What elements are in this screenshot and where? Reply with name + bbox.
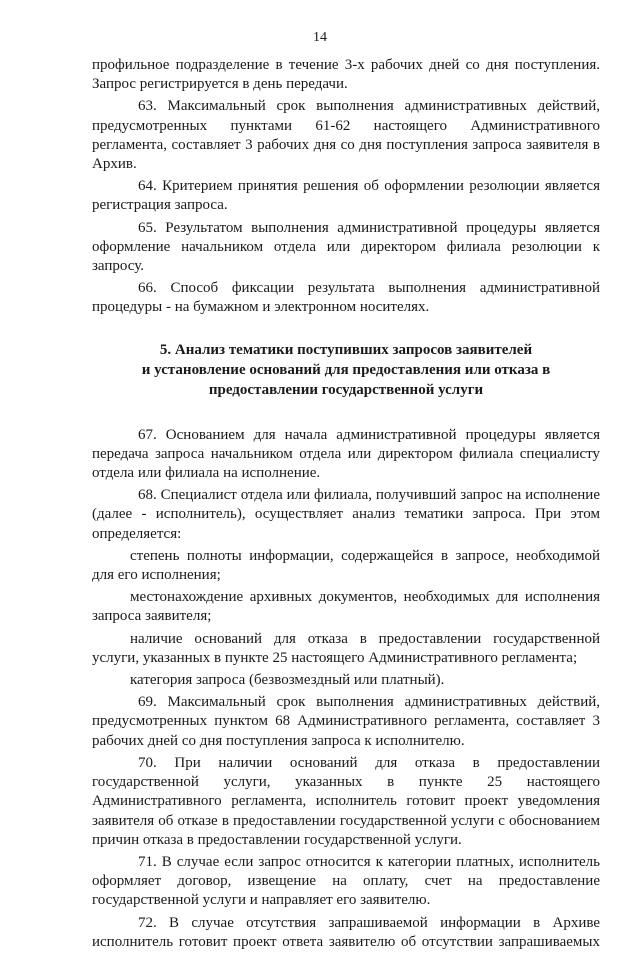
section-heading-line-3: предоставлении государственной услуги xyxy=(208,381,484,398)
paragraph-72: 72. В случае отсутствия запрашиваемой информации в Архиве исполнитель готовит проект ответа заявителю об отсутствии запрашиваемых xyxy=(92,914,600,950)
paragraph-69: 69. Максимальный срок выполнения административных действий, предусмотренных пунктом 68 Административного регламента, составляет 3 рабочих дней со дня поступления запроса к исполнителю. xyxy=(92,694,600,749)
section-heading-line-1: 5. Анализ тематики поступивших запросов заявителей xyxy=(159,341,533,358)
section-heading xyxy=(92,340,600,400)
paragraph-68: 68. Специалист отдела или филиала, получивший запрос на исполнение (далее - исполнитель), осуществляет анализ тематики запроса. При этом определяется: xyxy=(92,487,600,542)
paragraph-70: 70. При наличии оснований для отказа в предоставлении государственной услуги, указанных в пункте 25 настоящего Административного регламента, исполнитель готовит проект уведомления заявителя об отказе в предоставлении государственной услуги с обоснованием причин отказа в предоставлении государственной услуги. xyxy=(92,754,600,848)
list-item-location: местонахождение архивных документов, необходимых для исполнения запроса заявителя; xyxy=(92,589,600,625)
section-heading-line-2: и установление оснований для предоставления или отказа в xyxy=(141,361,551,378)
page-number: 14 xyxy=(313,30,327,45)
paragraph-66: 66. Способ фиксации результата выполнения административной процедуры - на бумажном и электронном носителях. xyxy=(92,280,600,316)
list-item-category: категория запроса (безвозмездный или платный). xyxy=(130,672,445,689)
paragraph-63: 63. Максимальный срок выполнения административных действий, предусмотренных пунктами 61-62 настоящего Административного регламента, составляет 3 рабочих дня со дня поступления запроса заявителя в Архив. xyxy=(92,98,600,173)
paragraph-71: 71. В случае если запрос относится к категории платных, исполнитель оформляет договор, извещение на оплату, счет на предоставление государственной услуги и направляет его заявителю. xyxy=(92,853,600,909)
paragraph-continuation: профильное подразделение в течение 3-х рабочих дней со дня поступления. Запрос регистрируется в день передачи. xyxy=(92,57,600,93)
paragraph-65: 65. Результатом выполнения административной процедуры является оформление начальником отдела или директором филиала резолюции к запросу. xyxy=(92,219,600,275)
paragraph-64: 64. Критерием принятия решения об оформлении резолюции является регистрация запроса. xyxy=(92,178,600,214)
list-item-completeness: степень полноты информации, содержащейся в запросе, необходимой для его исполнения; xyxy=(92,547,600,584)
paragraph-67: 67. Основанием для начала административной процедуры является передача запроса начальником отдела или директором филиала специалисту отдела или филиала на исполнение. xyxy=(92,426,600,482)
document-body xyxy=(92,56,600,955)
list-item-refusal-grounds: наличие оснований для отказа в предоставлении государственной услуги, указанных в пункте 25 настоящего Административного регламента; xyxy=(92,630,600,666)
